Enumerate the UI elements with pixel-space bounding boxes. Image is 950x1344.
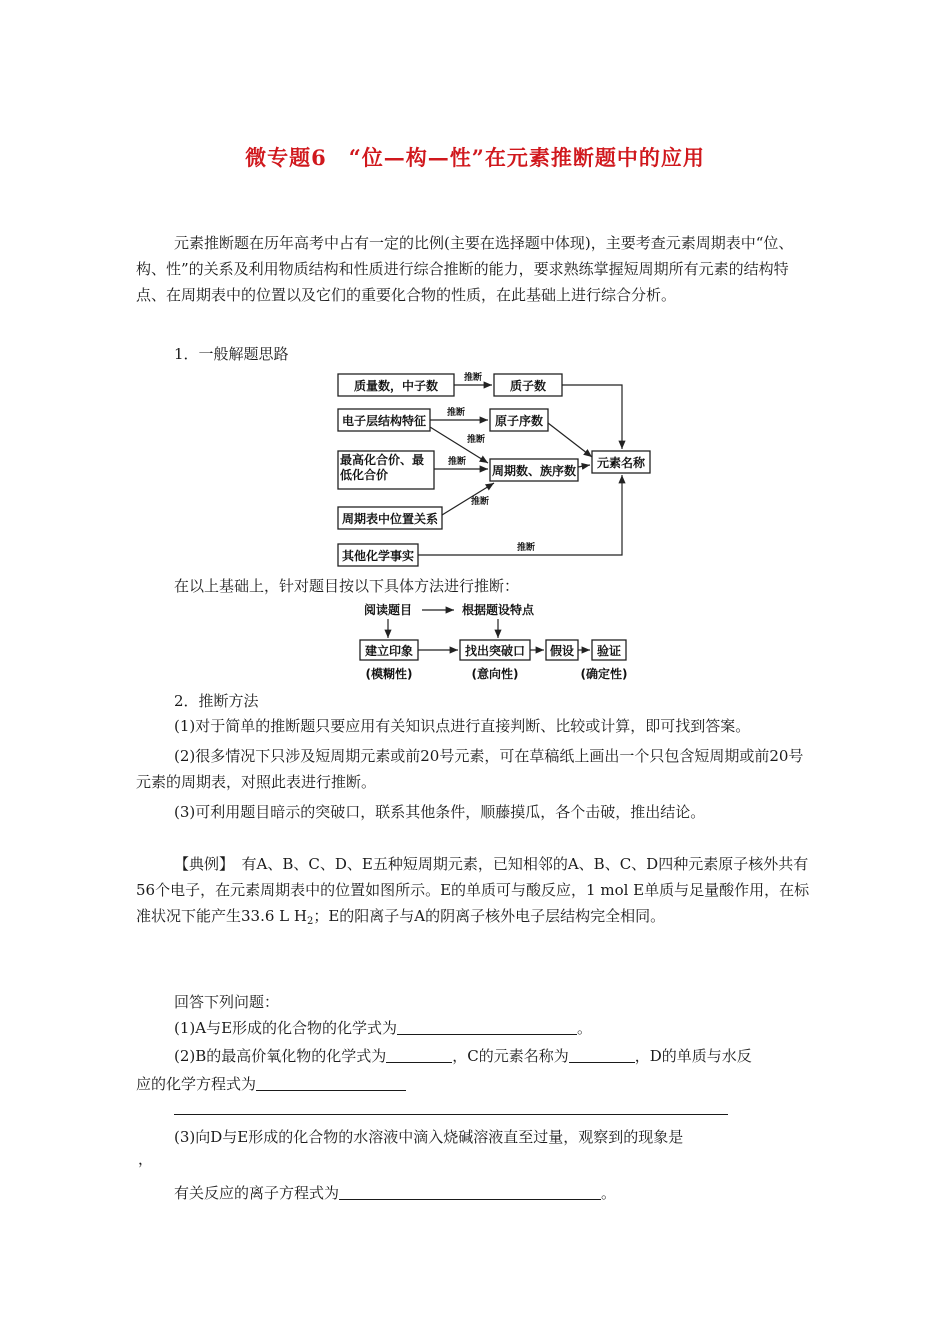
arrow-label-5: 推断 bbox=[470, 497, 490, 507]
q2-equation-line[interactable] bbox=[174, 1114, 728, 1115]
q2-oxide-blank[interactable] bbox=[386, 1046, 452, 1063]
question-2-line2 bbox=[136, 1071, 406, 1097]
step-features: 根据题设特点 bbox=[461, 603, 535, 617]
question-2-line1 bbox=[174, 1043, 752, 1069]
question-3-line1: (3)向D与E形成的化合物的水溶液中滴入烧碱溶液直至过量，观察到的现象是 bbox=[174, 1128, 684, 1146]
q2-equation-blank[interactable] bbox=[256, 1074, 406, 1091]
method-2: (2)很多情况下只涉及短周期元素或前20号元素，可在草稿纸上画出一个只包含短周期或前20号元素的周期表，对照此表进行推断。 bbox=[136, 747, 804, 791]
question-3-comma: ， bbox=[138, 1150, 154, 1168]
q2-text-c: ，D的单质与水反 bbox=[634, 1047, 752, 1065]
arrow-label-4: 推断 bbox=[447, 457, 467, 467]
q1-text: (1)A与E形成的化合物的化学式为 bbox=[174, 1019, 398, 1037]
h2-subscript: 2 bbox=[306, 916, 314, 927]
q3-end: 。 bbox=[601, 1184, 617, 1202]
method-intro: 在以上基础上，针对题目按以下具体方法进行推断： bbox=[174, 577, 520, 595]
q1-end: 。 bbox=[577, 1019, 593, 1037]
arrow-label-2: 推断 bbox=[446, 408, 466, 418]
page-title: 微专题6 “位—构—性”在元素推断题中的应用 bbox=[245, 145, 705, 170]
note-certain: (确定性) bbox=[580, 667, 628, 681]
section-heading-2: 2．推断方法 bbox=[174, 692, 259, 710]
example-tag: 【典例】 bbox=[174, 855, 227, 873]
intro-paragraph: 元素推断题在历年高考中占有一定的比例(主要在选择题中体现)，主要考查元素周期表中“位、构、性”的关系及利用物质结构和性质进行综合推断的能力，要求熟练掌握短周期所有元素的结构特点、在周期表中的位置以及它们的重要化合物的性质，在此基础上进行综合分析。 bbox=[136, 234, 794, 304]
note-intent: (意向性) bbox=[471, 667, 519, 681]
q3-ionic-equation-blank[interactable] bbox=[339, 1183, 601, 1200]
box-valence: 最高化合价、最低化合价 bbox=[340, 453, 425, 482]
box-table-position: 周期表中位置关系 bbox=[341, 512, 439, 526]
step-impression: 建立印象 bbox=[364, 644, 414, 658]
q2-text-b: ，C的元素名称为 bbox=[452, 1047, 569, 1065]
box-period-group: 周期数、族序数 bbox=[491, 464, 577, 478]
solving-flow-diagram bbox=[330, 365, 646, 570]
box-atomic-number: 原子序数 bbox=[494, 414, 544, 428]
q1-answer-blank[interactable] bbox=[397, 1018, 577, 1035]
answer-prompt: 回答下列问题： bbox=[174, 993, 280, 1011]
arrow-label-1: 推断 bbox=[463, 373, 483, 383]
example-paragraph bbox=[136, 851, 816, 935]
step-hypothesis: 假设 bbox=[549, 644, 575, 658]
q3-text-b: 有关反应的离子方程式为 bbox=[174, 1184, 340, 1202]
arrow-label-6: 推断 bbox=[516, 543, 536, 553]
box-proton-number: 质子数 bbox=[509, 379, 547, 393]
question-1 bbox=[174, 1015, 592, 1041]
section-heading-1: 1．一般解题思路 bbox=[174, 345, 289, 363]
q2-text-a: (2)B的最高价氧化物的化学式为 bbox=[174, 1047, 387, 1065]
arrow-label-3: 推断 bbox=[466, 435, 486, 445]
q2-name-blank[interactable] bbox=[569, 1046, 635, 1063]
step-breakthrough: 找出突破口 bbox=[464, 644, 526, 658]
box-element-name: 元素名称 bbox=[596, 456, 646, 470]
q2-text-d: 应的化学方程式为 bbox=[136, 1075, 257, 1093]
box-electron-shell: 电子层结构特征 bbox=[341, 414, 427, 428]
method-3: (3)可利用题目暗示的突破口，联系其他条件，顺藤摸瓜，各个击破，推出结论。 bbox=[174, 803, 706, 821]
step-verify: 验证 bbox=[596, 644, 622, 658]
box-other-facts: 其他化学事实 bbox=[341, 549, 415, 563]
question-3-line2 bbox=[174, 1180, 616, 1206]
note-vague: (模糊性) bbox=[365, 667, 413, 681]
box-mass-neutron: 质量数，中子数 bbox=[353, 379, 439, 393]
method-flow-diagram bbox=[350, 598, 640, 684]
method-1: (1)对于简单的推断题只要应用有关知识点进行直接判断、比较或计算，即可找到答案。 bbox=[174, 717, 751, 735]
example-text-b: ；E的阳离子与A的阴离子核外电子层结构完全相同。 bbox=[313, 907, 666, 925]
example-text-a: 有A、B、C、D、E五种短周期元素，已知相邻的A、B、C、D四种元素原子核外共有56个电子，在元素周期表中的位置如图所示。E的单质可与酸反应，1 mol E单质与足量酸作用，在标准状况下能产生33.6 L H bbox=[136, 855, 810, 925]
step-read-question: 阅读题目 bbox=[363, 603, 413, 617]
